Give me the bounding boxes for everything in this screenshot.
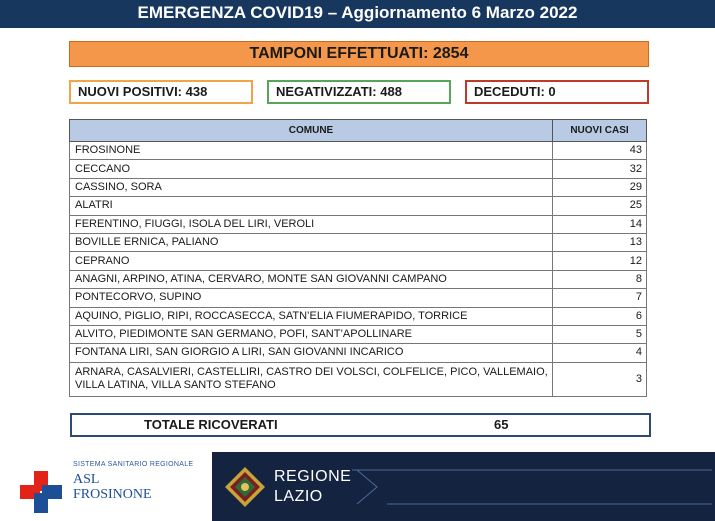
comune-cell: CEPRANO — [70, 252, 553, 270]
comune-cell: ANAGNI, ARPINO, ATINA, CERVARO, MONTE SAN GIOVANNI CAMPANO — [70, 270, 553, 288]
table-row — [70, 215, 647, 233]
page-title: EMERGENZA COVID19 – Aggiornamento 6 Marzo 2022 — [0, 0, 715, 28]
casi-cell: 4 — [553, 344, 647, 362]
lazio-label: LAZIO — [274, 488, 323, 505]
comune-cell: CASSINO, SORA — [70, 178, 553, 196]
ssr-label: SISTEMA SANITARIO REGIONALE — [73, 461, 194, 468]
table-row — [70, 142, 647, 160]
totale-value: 65 — [494, 417, 509, 432]
comune-cell: BOVILLE ERNICA, PALIANO — [70, 233, 553, 251]
table-row — [70, 197, 647, 215]
asl-label: ASL — [73, 472, 100, 487]
casi-cell: 25 — [553, 197, 647, 215]
negativizzati-box: NEGATIVIZZATI: 488 — [267, 80, 451, 104]
nuovi-positivi-box: NUOVI POSITIVI: 438 — [69, 80, 253, 104]
table-row — [70, 362, 647, 396]
totale-label: TOTALE RICOVERATI — [144, 417, 278, 432]
comune-cell: FROSINONE — [70, 142, 553, 160]
asl-frosinone-logo — [0, 452, 212, 521]
comune-cell: ARNARA, CASALVIERI, CASTELLIRI, CASTRO DEI VOLSCI, COLFELICE, PICO, VALLEMAIO, VILLA LATINA, VILLA SANTO STEFANO — [70, 362, 553, 396]
deceduti-box: DECEDUTI: 0 — [465, 80, 649, 104]
regione-lazio-banner — [212, 452, 715, 521]
table-header-row — [70, 120, 647, 142]
comune-cell: FONTANA LIRI, SAN GIORGIO A LIRI, SAN GIOVANNI INCARICO — [70, 344, 553, 362]
frosinone-label: FROSINONE — [73, 487, 152, 502]
table-row — [70, 160, 647, 178]
regione-label: REGIONE — [274, 468, 352, 485]
casi-cell: 29 — [553, 178, 647, 196]
casi-cell: 32 — [553, 160, 647, 178]
column-header-nuovi-casi: NUOVI CASI — [553, 120, 647, 142]
table-row — [70, 307, 647, 325]
casi-cell: 7 — [553, 289, 647, 307]
casi-cell: 43 — [553, 142, 647, 160]
totale-ricoverati-box — [70, 413, 651, 437]
red-blue-cross-icon — [20, 471, 62, 513]
casi-cell: 8 — [553, 270, 647, 288]
table-row — [70, 233, 647, 251]
comune-cell: CECCANO — [70, 160, 553, 178]
table-row — [70, 178, 647, 196]
cases-table — [69, 119, 647, 397]
comune-cell: FERENTINO, FIUGGI, ISOLA DEL LIRI, VEROLI — [70, 215, 553, 233]
table-row — [70, 252, 647, 270]
table-row — [70, 344, 647, 362]
comune-cell: AQUINO, PIGLIO, RIPI, ROCCASECCA, SATN’ELIA FIUMERAPIDO, TORRICE — [70, 307, 553, 325]
decorative-lines — [212, 452, 715, 521]
column-header-comune: COMUNE — [70, 120, 553, 142]
comune-cell: PONTECORVO, SUPINO — [70, 289, 553, 307]
tamponi-banner: TAMPONI EFFETTUATI: 2854 — [69, 41, 649, 67]
comune-cell: ALATRI — [70, 197, 553, 215]
casi-cell: 5 — [553, 325, 647, 343]
casi-cell: 3 — [553, 362, 647, 396]
casi-cell: 13 — [553, 233, 647, 251]
casi-cell: 6 — [553, 307, 647, 325]
casi-cell: 14 — [553, 215, 647, 233]
casi-cell: 12 — [553, 252, 647, 270]
table-row — [70, 270, 647, 288]
table-row — [70, 325, 647, 343]
comune-cell: ALVITO, PIEDIMONTE SAN GERMANO, POFI, SANT’APOLLINARE — [70, 325, 553, 343]
table-row — [70, 289, 647, 307]
lazio-emblem-icon — [224, 466, 266, 508]
